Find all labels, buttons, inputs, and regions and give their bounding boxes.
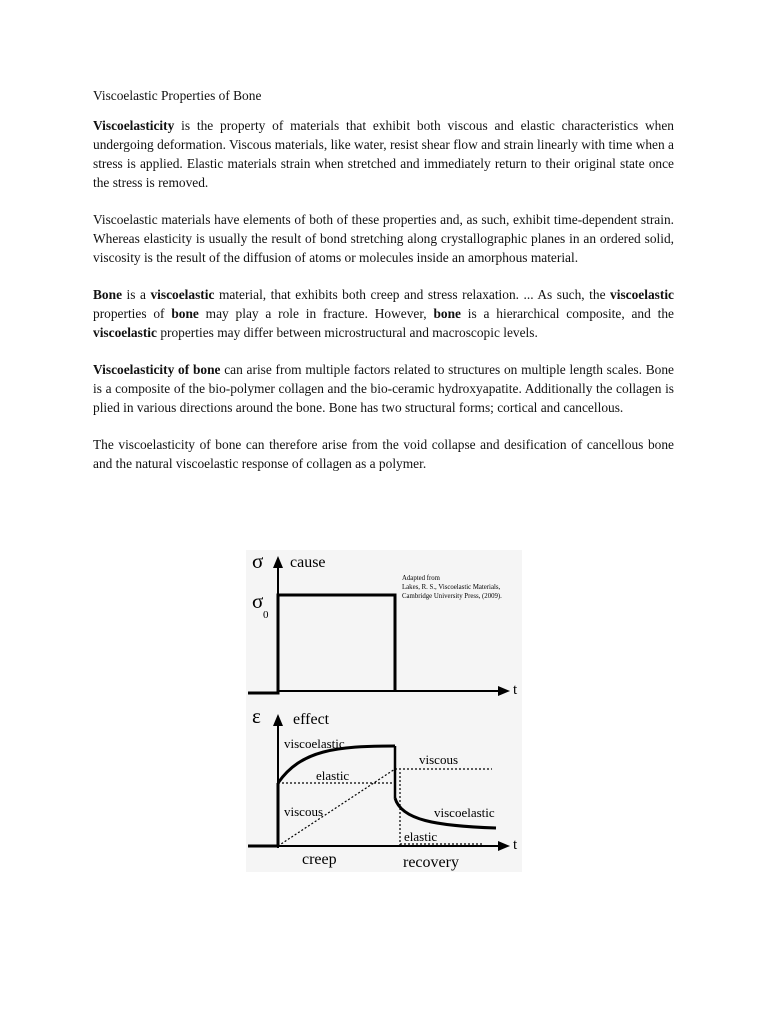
bottom-y-symbol: ε [252, 704, 261, 728]
paragraph-text: is a hierarchical composite, and the [461, 306, 674, 321]
creep-recovery-diagram [246, 550, 522, 872]
bold-term: bone [171, 306, 199, 321]
bold-term: viscoelastic [93, 325, 157, 340]
viscoelastic-figure [246, 550, 522, 872]
paragraph [93, 435, 674, 473]
paragraph-text: Viscoelastic materials have elements of both of these properties and, as such, exhibit time-dependent strain. Whereas elasticity is usually the result of bond stretching along crystallographic planes in an ordered solid, viscosity is the result of the diffusion of atoms or molecules inside an amorphous material. [93, 212, 674, 265]
bold-term: Bone [93, 287, 123, 302]
bottom-y-label: effect [293, 711, 330, 728]
bold-term: bone [433, 306, 461, 321]
page-title: Viscoelastic Properties of Bone [93, 88, 262, 103]
bold-term: Viscoelasticity [93, 118, 175, 133]
label-elastic-recovery: elastic [404, 829, 438, 844]
paragraph-text: can arise from multiple factors related to structures on multiple length scales. Bone is a composite of the bio-polymer collagen and the bio-ceramic hydroxyapatite. Additionally the collagen is plied in various directions around the bone. Bone has two structural forms; cortical and cancellous. [93, 362, 674, 415]
label-elastic-creep: elastic [316, 768, 350, 783]
paragraph [93, 116, 674, 192]
top-y-symbol: σ [252, 550, 264, 573]
credit-line-1: Adapted from [402, 575, 440, 582]
top-x-symbol: t [513, 682, 518, 698]
label-viscous-recovery: viscous [419, 752, 458, 767]
paragraph-text: material, that exhibits both creep and stress relaxation. ... As such, the [214, 287, 611, 302]
bold-term: viscoelastic [150, 287, 215, 302]
label-viscous-creep: viscous [284, 804, 323, 819]
phase-label-creep: creep [302, 851, 337, 868]
credit-line-3: Cambridge University Press, (2009). [402, 593, 502, 600]
paragraph-text: properties of [93, 306, 172, 321]
paragraph-text: is a [122, 287, 151, 302]
paragraph [93, 210, 674, 267]
paragraph-text: is the property of materials that exhibit both viscous and elastic characteristics when undergoing deformation. Viscous materials, like water, resist shear flow and strain linearly with time when a stress is applied. Elastic materials strain when stretched and immediately return to their original state once the stress is removed. [93, 118, 674, 190]
paragraph [93, 360, 674, 417]
bottom-x-symbol: t [513, 837, 518, 853]
top-y-label: cause [290, 554, 326, 571]
bold-term: Viscoelasticity of bone [93, 362, 221, 377]
paragraphs [93, 116, 674, 473]
label-viscoelastic-creep: viscoelastic [284, 736, 345, 751]
paragraph-text: properties may differ between microstructural and macroscopic levels. [156, 325, 538, 340]
stress-level-subscript: 0 [263, 609, 269, 621]
credit-line-2: Lakes, R. S., Viscoelastic Materials, [402, 584, 501, 591]
document-body [93, 86, 674, 491]
paragraph-text: may play a role in fracture. However, [198, 306, 434, 321]
stress-level-symbol: σ [252, 589, 264, 613]
paragraph [93, 285, 674, 342]
label-viscoelastic-recovery: viscoelastic [434, 805, 495, 820]
bold-term: viscoelastic [610, 287, 674, 302]
paragraph-text: The viscoelasticity of bone can therefore arise from the void collapse and desification of cancellous bone and the natural viscoelastic response of collagen as a polymer. [93, 437, 674, 471]
phase-label-recovery: recovery [403, 854, 459, 871]
